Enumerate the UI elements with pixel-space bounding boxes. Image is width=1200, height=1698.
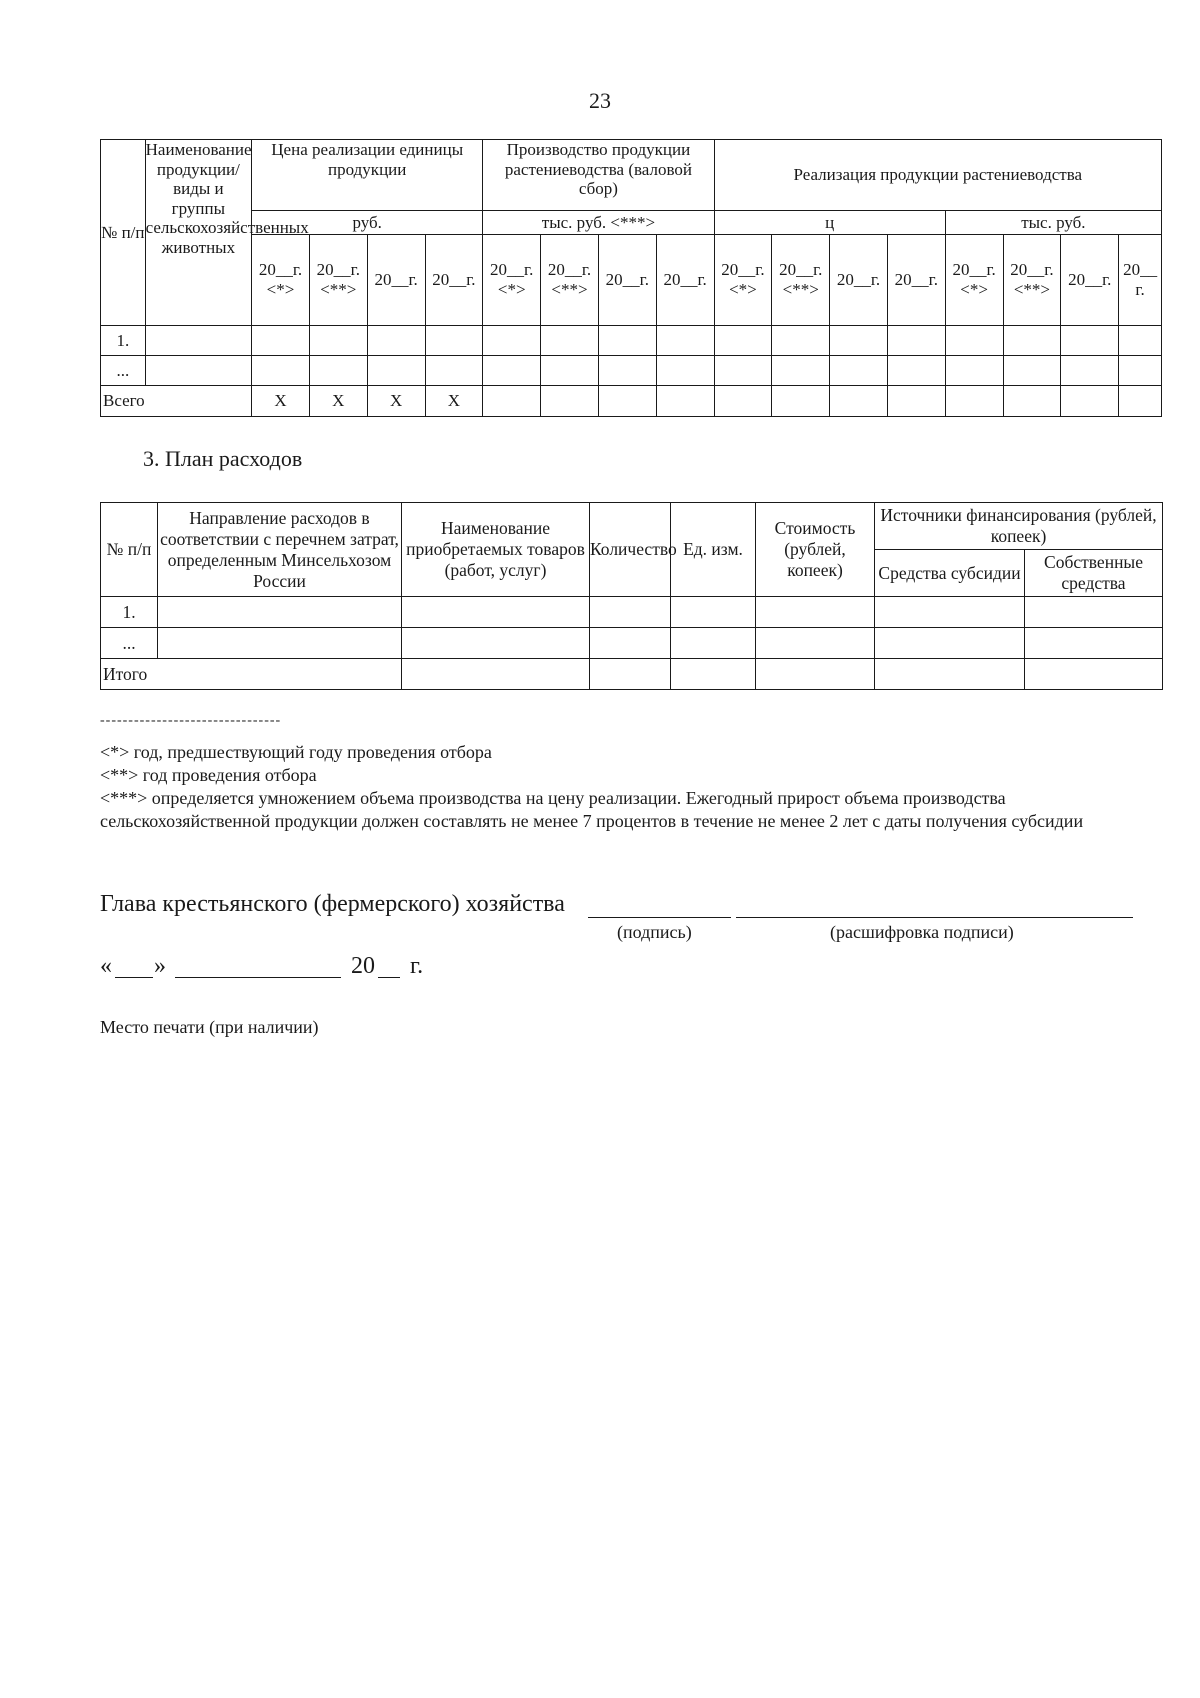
header-num: № п/п bbox=[101, 140, 146, 326]
header-goods: Наименование приобретаемых товаров (работ, услуг) bbox=[402, 503, 590, 597]
year-col: 20__г. bbox=[887, 235, 945, 326]
year-curr: 20__г. <**> bbox=[772, 235, 830, 326]
year-col: 20__г. bbox=[656, 235, 714, 326]
signature-decoding-line bbox=[736, 917, 1133, 918]
header-unit: Ед. изм. bbox=[671, 503, 756, 597]
table-row bbox=[101, 356, 1162, 386]
year-curr: 20__г. <**> bbox=[541, 235, 599, 326]
footnote-1: <*> год, предшествующий году проведения отбора bbox=[100, 742, 492, 762]
header-quantity: Количество bbox=[590, 503, 671, 597]
unit-c: ц bbox=[714, 211, 945, 235]
date-year-line bbox=[378, 977, 400, 978]
header-sources: Источники финансирования (рублей, копеек) bbox=[875, 503, 1163, 550]
table-row bbox=[101, 628, 1163, 659]
year-prev: 20__г. <*> bbox=[252, 235, 310, 326]
x-mark: Х bbox=[367, 386, 425, 417]
footnote-separator: -------------------------------- bbox=[100, 713, 282, 728]
expense-plan-table bbox=[100, 502, 1163, 690]
row-num: 1. bbox=[101, 597, 158, 628]
year-col: 20__г. bbox=[1061, 235, 1119, 326]
signature-caption: (подпись) bbox=[617, 922, 692, 942]
section-title: 3. План расходов bbox=[143, 446, 303, 471]
header-production: Производство продукции растениеводства (валовой сбор) bbox=[483, 140, 714, 211]
header-sales: Реализация продукции растениеводства bbox=[714, 140, 1161, 211]
footnote-2: <**> год проведения отбора bbox=[100, 765, 317, 785]
footnote-3: <***> определяется умножением объема производства на цену реализации. Ежегодный прирост объема производства сельскохозяйственной продукции должен составлять не менее 7 процентов в течение не менее 2 лет с даты получения субсидии bbox=[100, 788, 1084, 831]
unit-rub: руб. bbox=[252, 211, 483, 235]
year-col: 20__г. bbox=[425, 235, 483, 326]
head-label: Глава крестьянского (фермерского) хозяйства bbox=[100, 891, 565, 917]
table-row bbox=[101, 597, 1163, 628]
year-prev: 20__г. <*> bbox=[714, 235, 772, 326]
date-close-quote: » bbox=[154, 953, 166, 979]
header-direction: Направление расходов в соответствии с перечнем затрат, определенным Минсельхозом России bbox=[158, 503, 402, 597]
production-sales-table bbox=[100, 139, 1162, 417]
row-num: 1. bbox=[101, 326, 146, 356]
header-own: Собственные средства bbox=[1025, 550, 1163, 597]
total-label: Итого bbox=[101, 659, 402, 690]
x-mark: Х bbox=[252, 386, 310, 417]
year-col-last: 20__ г. bbox=[1119, 235, 1162, 326]
date-open-quote: « bbox=[100, 953, 112, 979]
header-product-name: Наименование продукции/ виды и группы сельскохозяйственных животных bbox=[145, 140, 251, 326]
row-num: ... bbox=[101, 628, 158, 659]
x-mark: Х bbox=[309, 386, 367, 417]
year-prev: 20__г. <*> bbox=[483, 235, 541, 326]
table-row bbox=[101, 326, 1162, 356]
year-col: 20__г. bbox=[830, 235, 888, 326]
decoding-caption: (расшифровка подписи) bbox=[830, 922, 1014, 942]
x-mark: Х bbox=[425, 386, 483, 417]
total-label: Всего bbox=[101, 386, 252, 417]
year-col: 20__г. bbox=[367, 235, 425, 326]
year-col: 20__г. bbox=[598, 235, 656, 326]
total-row bbox=[101, 386, 1162, 417]
stamp-place: Место печати (при наличии) bbox=[100, 1017, 319, 1037]
date-day-line bbox=[115, 977, 153, 978]
year-prev: 20__г. <*> bbox=[945, 235, 1003, 326]
date-month-line bbox=[175, 977, 341, 978]
header-subsidy: Средства субсидии bbox=[875, 550, 1025, 597]
year-curr: 20__г. <**> bbox=[309, 235, 367, 326]
page-number: 23 bbox=[589, 88, 611, 113]
unit-thousand-rub: тыс. руб. bbox=[945, 211, 1161, 235]
unit-thousand-rub-note: тыс. руб. <***> bbox=[483, 211, 714, 235]
header-num: № п/п bbox=[101, 503, 158, 597]
signature-line bbox=[588, 917, 731, 918]
date-year-suffix: г. bbox=[410, 953, 424, 979]
row-num: ... bbox=[101, 356, 146, 386]
header-cost: Стоимость (рублей, копеек) bbox=[756, 503, 875, 597]
header-price: Цена реализации единицы продукции bbox=[252, 140, 483, 211]
date-year-prefix: 20 bbox=[351, 953, 375, 979]
year-curr: 20__г. <**> bbox=[1003, 235, 1061, 326]
total-row bbox=[101, 659, 1163, 690]
